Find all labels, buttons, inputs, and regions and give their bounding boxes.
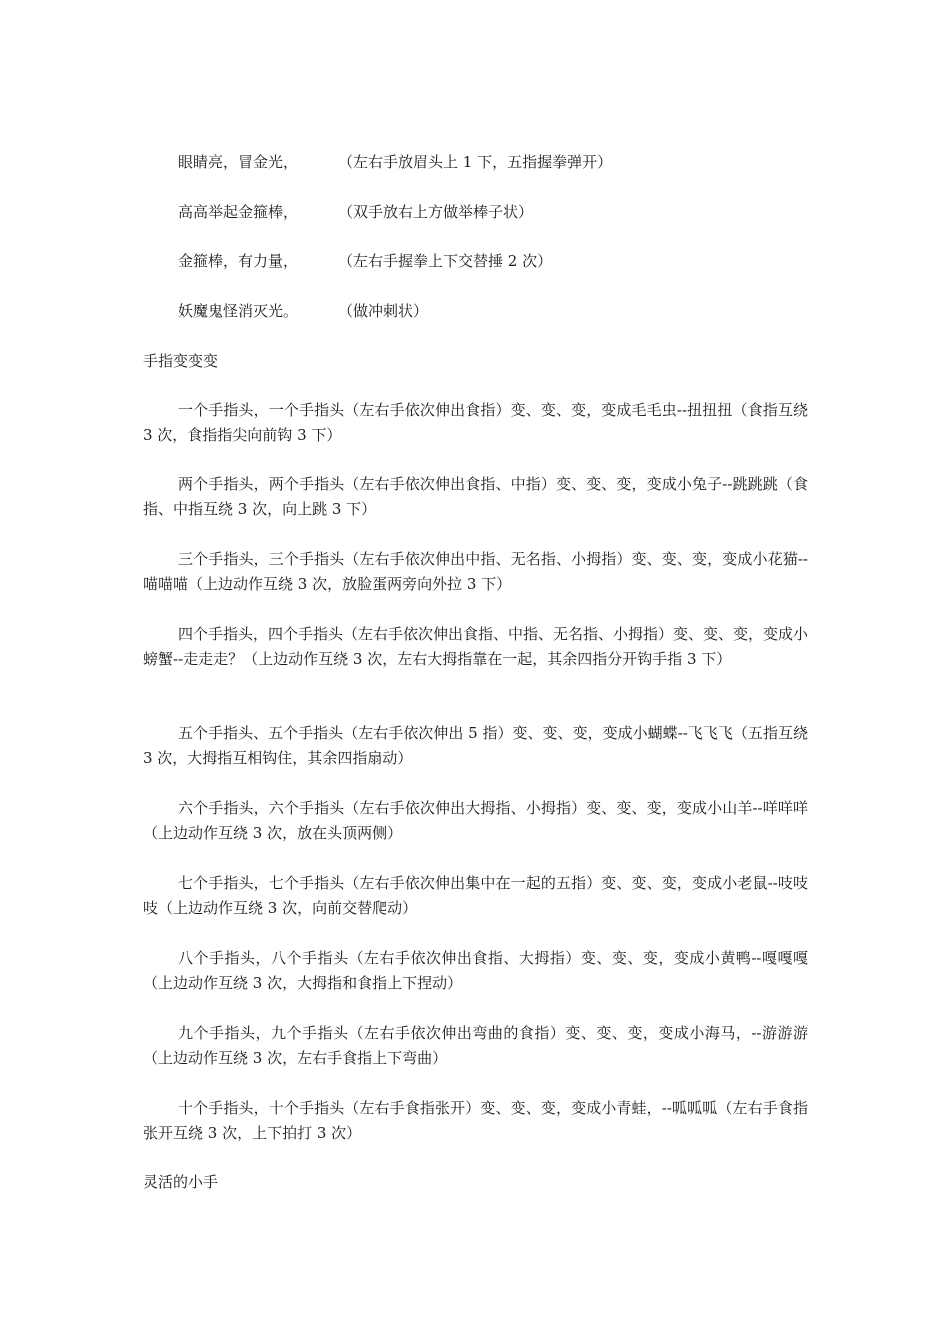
paragraph: 一个手指头，一个手指头（左右手依次伸出食指）变、变、变，变成毛毛虫--扭扭扭（食指互绕 3 次，食指指尖向前钩 3 下） xyxy=(143,401,808,444)
section-heading: 灵活的小手 xyxy=(143,1173,219,1191)
paragraph: 十个手指头，十个手指头（左右手食指张开）变、变、变，变成小青蛙，--呱呱呱（左右手食指张开互绕 3 次，上下拍打 3 次） xyxy=(143,1099,808,1142)
paragraph: 五个手指头、五个手指头（左右手依次伸出 5 指）变、变、变，变成小蝴蝶--飞飞飞（五指互绕 3 次，大拇指互相钩住，其余四指扇动） xyxy=(143,724,808,767)
paragraph: 九个手指头，九个手指头（左右手依次伸出弯曲的食指）变、变、变，变成小海马，--游游游（上边动作互绕 3 次，左右手食指上下弯曲） xyxy=(143,1024,808,1067)
paragraph: 三个手指头，三个手指头（左右手依次伸出中指、无名指、小拇指）变、变、变，变成小花猫--喵喵喵（上边动作互绕 3 次，放脸蛋两旁向外拉 3 下） xyxy=(143,550,808,593)
verse-action: （做冲刺状） xyxy=(338,302,429,320)
paragraph: 两个手指头，两个手指头（左右手依次伸出食指、中指）变、变、变，变成小兔子--跳跳跳（食指、中指互绕 3 次，向上跳 3 下） xyxy=(143,475,808,518)
verse-action: （双手放右上方做举棒子状） xyxy=(338,203,534,221)
paragraph: 七个手指头，七个手指头（左右手依次伸出集中在一起的五指）变、变、变，变成小老鼠--吱吱吱（上边动作互绕 3 次，向前交替爬动） xyxy=(143,874,808,917)
verse-lyric: 妖魔鬼怪消灭光。 xyxy=(178,302,299,320)
verse-action: （左右手握拳上下交替捶 2 次） xyxy=(338,252,553,270)
verse-lyric: 金箍棒，有力量， xyxy=(178,252,299,270)
verse-lyric: 眼睛亮，冒金光， xyxy=(178,153,299,171)
paragraph: 四个手指头，四个手指头（左右手依次伸出食指、中指、无名指、小拇指）变、变、变，变成小螃蟹--走走走？（上边动作互绕 3 次，左右大拇指靠在一起，其余四指分开钩手指 3 下） xyxy=(143,625,809,668)
verse-action: （左右手放眉头上 1 下，五指握拳弹开） xyxy=(338,153,613,171)
section-heading: 手指变变变 xyxy=(143,352,219,370)
paragraph: 六个手指头，六个手指头（左右手依次伸出大拇指、小拇指）变、变、变，变成小山羊--咩咩咩（上边动作互绕 3 次，放在头顶两侧） xyxy=(143,799,808,842)
verse-lyric: 高高举起金箍棒， xyxy=(178,203,299,221)
paragraph: 八个手指头，八个手指头（左右手依次伸出食指、大拇指）变、变、变，变成小黄鸭--嘎嘎嘎（上边动作互绕 3 次，大拇指和食指上下捏动） xyxy=(143,949,808,992)
